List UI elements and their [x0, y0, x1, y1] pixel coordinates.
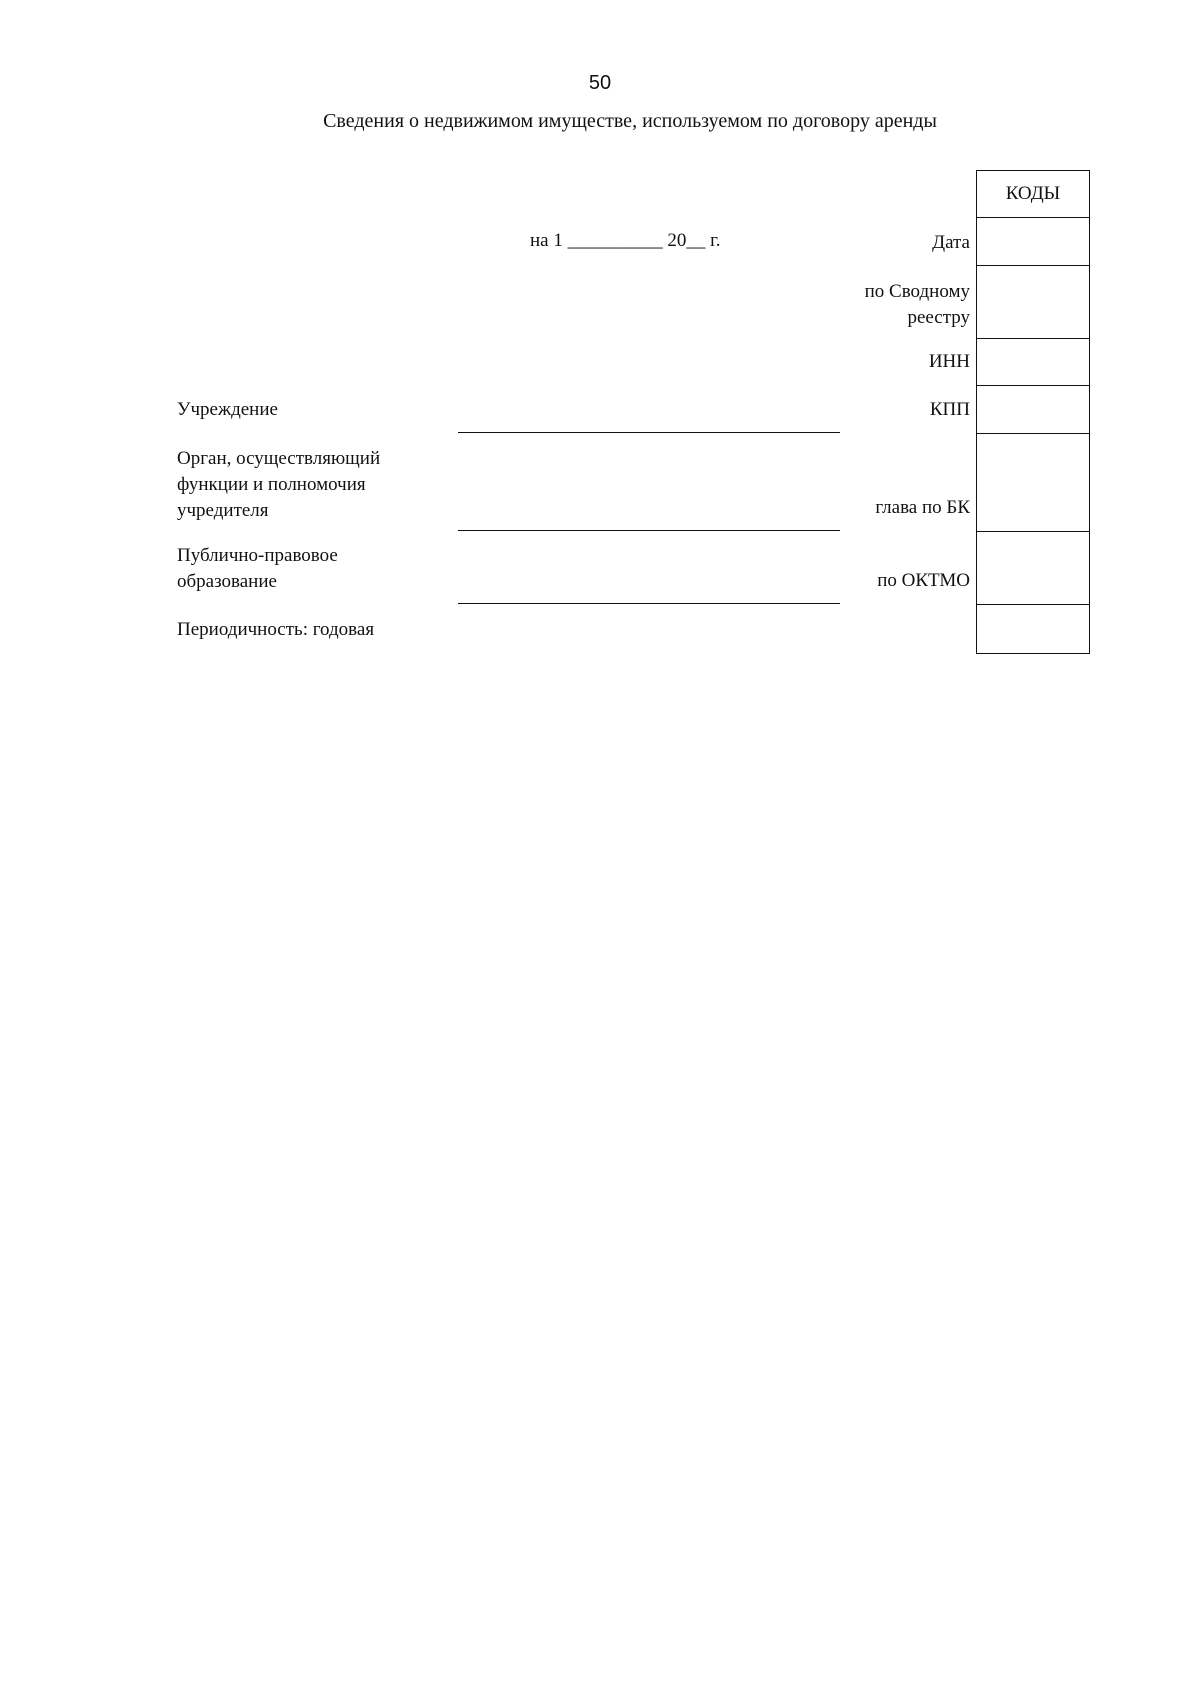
document-title: Сведения о недвижимом имуществе, используемом по договору аренды	[323, 110, 937, 132]
institution-underline	[458, 432, 840, 433]
label-periodicity: Периодичность: годовая	[177, 619, 375, 640]
code-cell-registry	[977, 266, 1089, 339]
label-registry	[865, 279, 970, 331]
label-kpp: КПП	[929, 399, 970, 420]
label-oktmo: по ОКТМО	[877, 570, 970, 591]
label-founder-line3: учредителя	[177, 500, 269, 521]
code-cell-oktmo	[977, 532, 1089, 605]
label-founder-line2: функции и полномочия	[177, 474, 366, 495]
code-cell-periodicity	[977, 605, 1089, 653]
codes-table	[976, 170, 1090, 654]
label-municipality-line2: образование	[177, 571, 277, 592]
codes-header: КОДЫ	[1005, 183, 1061, 204]
label-registry-line2: реестру	[907, 307, 970, 328]
code-cell-chapter-bk	[977, 434, 1089, 532]
code-cell-date	[977, 218, 1089, 266]
label-inn: ИНН	[928, 351, 970, 372]
label-registry-line1: по Сводному	[864, 281, 970, 302]
page-number: 50	[588, 72, 612, 94]
label-date: Дата	[932, 232, 970, 253]
label-founder-line1: Орган, осуществляющий	[177, 448, 381, 469]
codes-header-cell	[977, 171, 1089, 218]
label-municipality	[177, 543, 338, 595]
label-municipality-line1: Публично-правовое	[177, 545, 338, 566]
municipality-underline	[458, 603, 840, 604]
label-institution: Учреждение	[177, 399, 278, 420]
label-chapter-bk: глава по БК	[875, 497, 970, 518]
code-cell-kpp	[977, 386, 1089, 434]
code-cell-inn	[977, 339, 1089, 386]
report-date-line: на 1 __________ 20__ г.	[530, 230, 721, 251]
label-founder	[177, 446, 380, 524]
founder-underline	[458, 530, 840, 531]
